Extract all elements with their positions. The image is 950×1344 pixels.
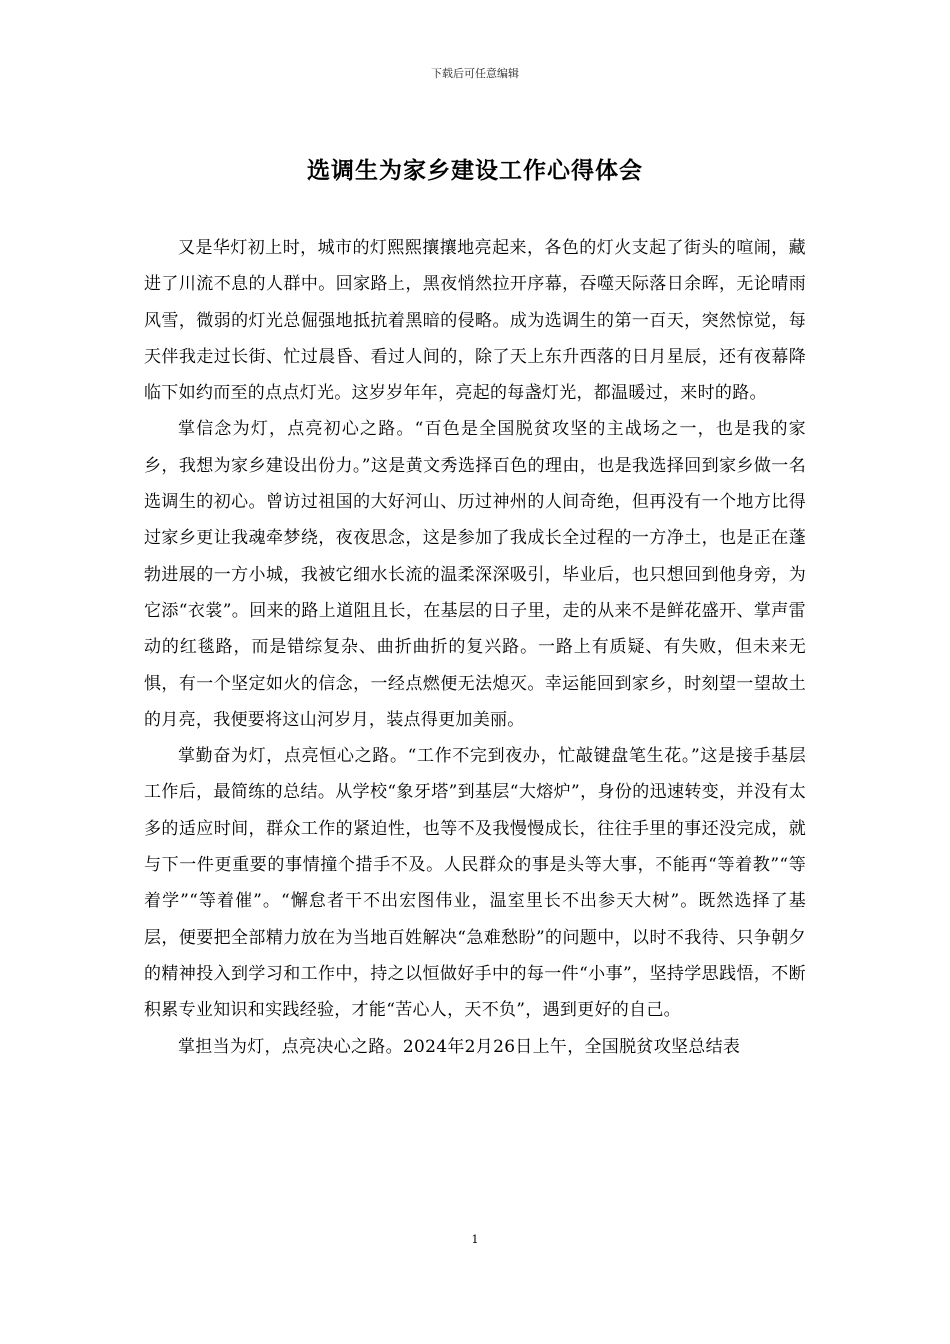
paragraph-3: 掌勤奋为灯，点亮恒心之路。“工作不完到夜办，忙敲键盘笔生花。”这是接手基层工作后，最简练的总结。从学校“象牙塔”到基层“大熔炉”，身份的迅速转变，并没有太多的适应时间，群众工作的紧迫性，也等不及我慢慢成长，往往手里的事还没完成，就与下一件更重要的事情撞个措手不及。人民群众的事是头等大事，不能再“等着教”“等着学”“等着催”。“懈怠者干不出宏图伟业，温室里长不出参天大树”。既然选择了基层，便要把全部精力放在为当地百姓解决“急难愁盼”的问题中，以时不我待、只争朝夕的精神投入到学习和工作中，持之以恒做好手中的每一件“小事”，坚持学思践悟，不断积累专业知识和实践经验，才能“苦心人，天不负”，遇到更好的自己。 — [144, 746, 806, 1021]
document-title: 选调生为家乡建设工作心得体会 — [307, 157, 643, 184]
page-number: 1 — [471, 1233, 479, 1246]
paragraph-4: 掌担当为灯，点亮决心之路。2024年2月26日上午，全国脱贫攻坚总结表 — [178, 1036, 741, 1057]
document-body — [144, 230, 806, 1065]
paragraph-1: 又是华灯初上时，城市的灯熙熙攘攘地亮起来，各色的灯火支起了街头的喧闹，藏进了川流不息的人群中。回家路上，黑夜悄然拉开序幕，吞噬天际落日余晖，无论晴雨风雪，微弱的灯光总倔强地抵抗着黑暗的侵略。成为选调生的第一百天，突然惊觉，每天伴我走过长街、忙过晨昏、看过人间的，除了天上东升西落的日月星辰，还有夜幕降临下如约而至的点点灯光。这岁岁年年，亮起的每盏灯光，都温暖过，来时的路。 — [144, 238, 806, 404]
header-note: 下载后可任意编辑 — [431, 67, 519, 80]
paragraph-2: 掌信念为灯，点亮初心之路。“百色是全国脱贫攻坚的主战场之一，也是我的家乡，我想为家乡建设出份力。”这是黄文秀选择百色的理由，也是我选择回到家乡做一名选调生的初心。曾访过祖国的大好河山、历过神州的人间奇绝，但再没有一个地方比得过家乡更让我魂牵梦绕，夜夜思念，这是参加了我成长全过程的一方净土，也是正在蓬勃进展的一方小城，我被它细水长流的温柔深深吸引，毕业后，也只想回到他身旁，为它添“衣裳”。回来的路上道阻且长，在基层的日子里，走的从来不是鲜花盛开、掌声雷动的红毯路，而是错综复杂、曲折曲折的复兴路。一路上有质疑、有失败，但未来无惧，有一个坚定如火的信念，一经点燃便无法熄灭。幸运能回到家乡，时刻望一望故土的月亮，我便要将这山河岁月，装点得更加美丽。 — [144, 419, 806, 730]
